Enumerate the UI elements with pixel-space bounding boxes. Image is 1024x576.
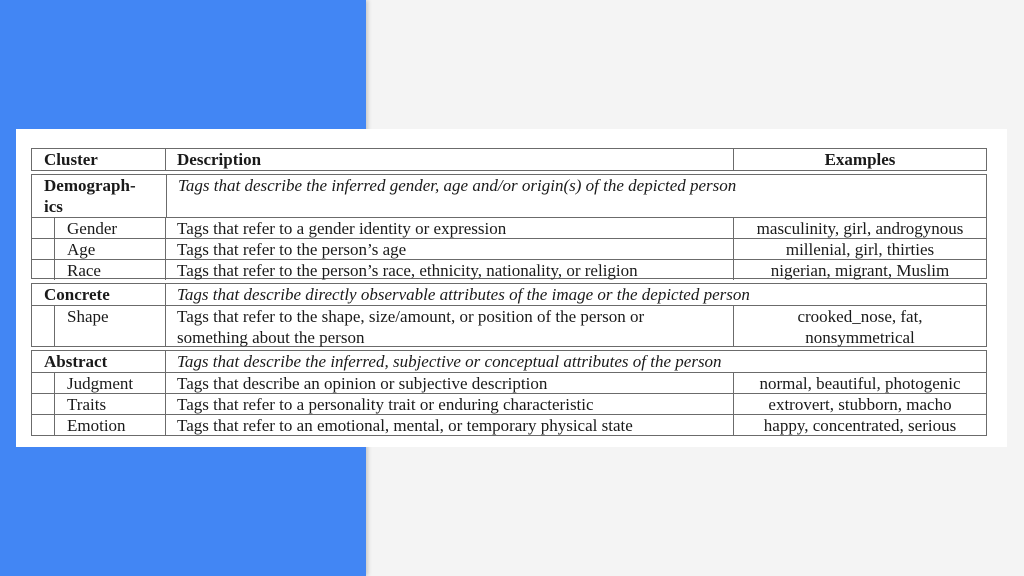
row-name: Gender	[54, 218, 165, 238]
row-description: Tags that describe an opinion or subjective description	[166, 373, 734, 393]
row-description: Tags that refer to the person’s race, ethnicity, nationality, or religion	[166, 260, 734, 280]
group-name-line2: ics	[44, 197, 63, 216]
row-description: Tags that refer to a gender identity or expression	[166, 218, 734, 238]
table-row	[32, 393, 986, 414]
table-row	[32, 414, 986, 435]
table-image	[16, 129, 1007, 447]
table-row	[32, 217, 986, 238]
row-examples-line2: nonsymmetrical	[805, 328, 915, 347]
row-name: Age	[54, 239, 165, 259]
row-examples	[734, 306, 986, 347]
row-examples: extrovert, stubborn, macho	[768, 395, 952, 414]
row-description: Tags that refer to a personality trait or enduring characteristic	[166, 394, 734, 414]
row-examples: masculinity, girl, androgynous	[756, 219, 964, 238]
row-name: Judgment	[54, 373, 165, 393]
row-examples-line1: crooked_nose, fat,	[797, 307, 923, 326]
group-description: Tags that describe the inferred, subjective or conceptual attributes of the person	[177, 352, 722, 371]
row-name: Emotion	[54, 415, 165, 435]
row-name: Shape	[54, 306, 165, 347]
row-name: Race	[54, 260, 165, 280]
table-row	[32, 372, 986, 393]
group-name: Concrete	[32, 284, 166, 305]
group-name: Abstract	[32, 351, 166, 372]
header-description: Description	[166, 149, 734, 170]
row-description	[166, 306, 734, 347]
row-description: Tags that refer to the person’s age	[166, 239, 734, 259]
table-header	[31, 148, 987, 171]
row-description-line2: something about the person	[177, 328, 365, 347]
header-examples: Examples	[824, 150, 896, 169]
header-cluster: Cluster	[32, 149, 166, 170]
row-examples: normal, beautiful, photogenic	[759, 374, 961, 393]
group-abstract	[31, 350, 987, 436]
group-concrete	[31, 283, 987, 347]
row-name: Traits	[54, 394, 165, 414]
group-description: Tags that describe directly observable attributes of the image or the depicted person	[177, 285, 750, 304]
group-name-line1: Demograph-	[44, 176, 136, 195]
group-description: Tags that describe the inferred gender, age and/or origin(s) of the depicted person	[166, 175, 986, 217]
group-name	[32, 175, 166, 217]
table-row	[32, 238, 986, 259]
row-examples: happy, concentrated, serious	[763, 416, 957, 435]
table-row	[32, 259, 986, 280]
row-examples: millenial, girl, thirties	[785, 240, 935, 259]
group-demographics	[31, 174, 987, 279]
table-row	[32, 305, 986, 347]
row-description: Tags that refer to an emotional, mental, or temporary physical state	[166, 415, 734, 435]
row-examples: nigerian, migrant, Muslim	[770, 261, 950, 280]
row-description-line1: Tags that refer to the shape, size/amount, or position of the person or	[177, 307, 645, 326]
